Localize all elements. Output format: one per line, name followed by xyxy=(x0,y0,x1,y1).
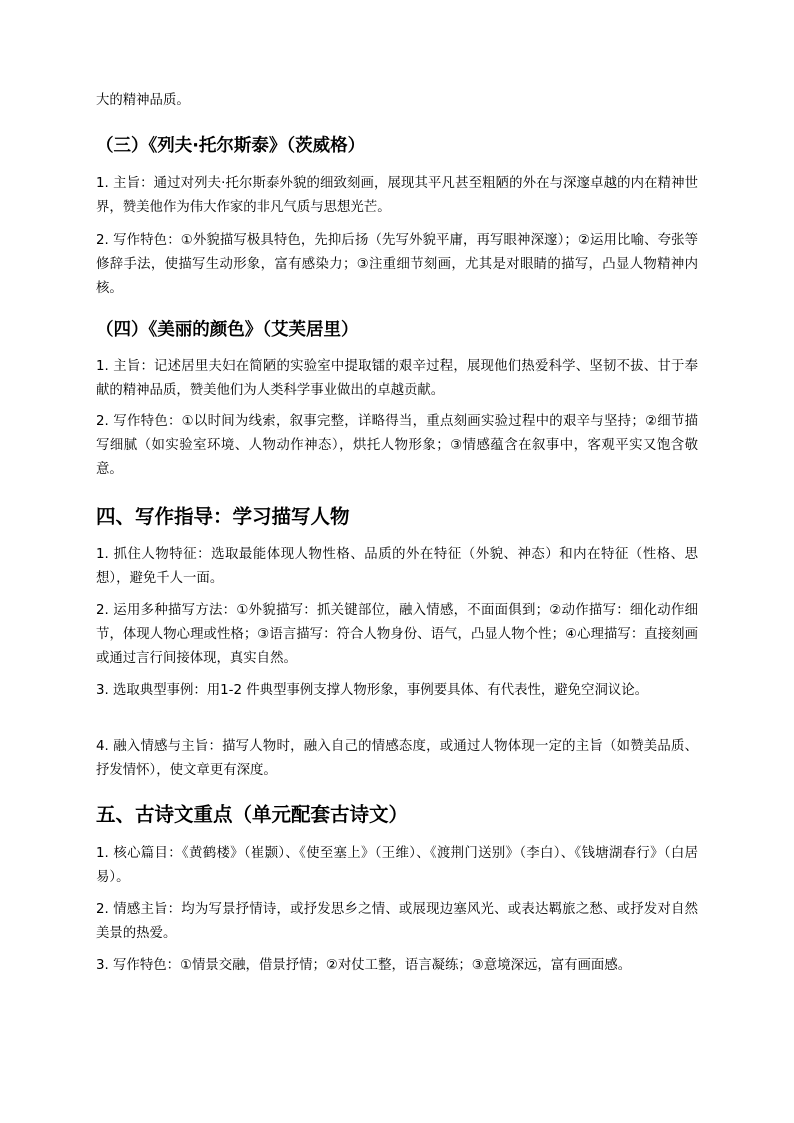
writing-tip-3: 3. 选取典型事例：用1-2 件典型事例支撑人物形象，事例要具体、有代表性，避免空洞议论。 xyxy=(96,683,649,698)
beautiful-color-theme-paragraph: 1. 主旨：记述居里夫妇在简陋的实验室中提取镭的艰辛过程，展现他们热爱科学、坚韧不拔、甘于奉献的精神品质，赞美他们为人类科学事业做出的卓越贡献。 xyxy=(96,359,698,398)
intro-tail-text: 大的精神品质。 xyxy=(96,93,190,108)
poetry-core-texts: 1. 核心篇目：《黄鹤楼》（崔颢）、《使至塞上》（王维）、《渡荆门送别》（李白）、《钱塘湖春行》（白居易）。 xyxy=(96,846,698,885)
writing-tip-4: 4. 融入情感与主旨：描写人物时，融入自己的情感态度，或通过人物体现一定的主旨（如赞美品质、抒发情怀），使文章更有深度。 xyxy=(96,739,698,778)
writing-tip-2: 2. 运用多种描写方法：①外貌描写：抓关键部位，融入情感，不面面俱到；②动作描写：细化动作细节，体现人物心理或性格；③语言描写：符合人物身份、语气，凸显人物个性；④心理描写：直接刻画或通过言行间接体现，真实自然。 xyxy=(96,603,698,666)
tolstoy-features-paragraph: 2. 写作特色：①外貌描写极具特色，先抑后扬（先写外貌平庸，再写眼神深邃）；②运用比喻、夸张等修辞手法，使描写生动形象，富有感染力；③注重细节刻画，尤其是对眼睛的描写，凸显人物精神内核。 xyxy=(96,233,698,296)
beautiful-color-features-paragraph: 2. 写作特色：①以时间为线索，叙事完整，详略得当，重点刻画实验过程中的艰辛与坚持；②细节描写细腻（如实验室环境、人物动作神态），烘托人物形象；③情感蕴含在叙事中，客观平实又饱含敬意。 xyxy=(96,414,698,477)
section-heading-classical-poetry: 五、古诗文重点（单元配套古诗文） xyxy=(96,803,409,826)
section-heading-beautiful-color: （四）《美丽的颜色》（艾芙居里） xyxy=(96,320,359,340)
tolstoy-theme-paragraph: 1. 主旨：通过对列夫·托尔斯泰外貌的细致刻画，展现其平凡甚至粗陋的外在与深邃卓越的内在精神世界，赞美他作为伟大作家的非凡气质与思想光芒。 xyxy=(96,176,698,215)
section-heading-writing-guide: 四、写作指导：学习描写人物 xyxy=(96,505,350,528)
writing-tip-1: 1. 抓住人物特征：选取最能体现人物性格、品质的外在特征（外貌、神态）和内在特征（性格、思想），避免千人一面。 xyxy=(96,547,698,586)
section-heading-tolstoy: （三）《列夫·托尔斯泰》（茨威格） xyxy=(96,136,366,156)
poetry-emotion-theme: 2. 情感主旨：均为写景抒情诗，或抒发思乡之情、或展现边塞风光、或表达羁旅之愁、或抒发对自然美景的热爱。 xyxy=(96,902,698,941)
poetry-writing-features: 3. 写作特色：①情景交融，借景抒情；②对仗工整，语言凝练；③意境深远，富有画面感。 xyxy=(96,958,632,973)
